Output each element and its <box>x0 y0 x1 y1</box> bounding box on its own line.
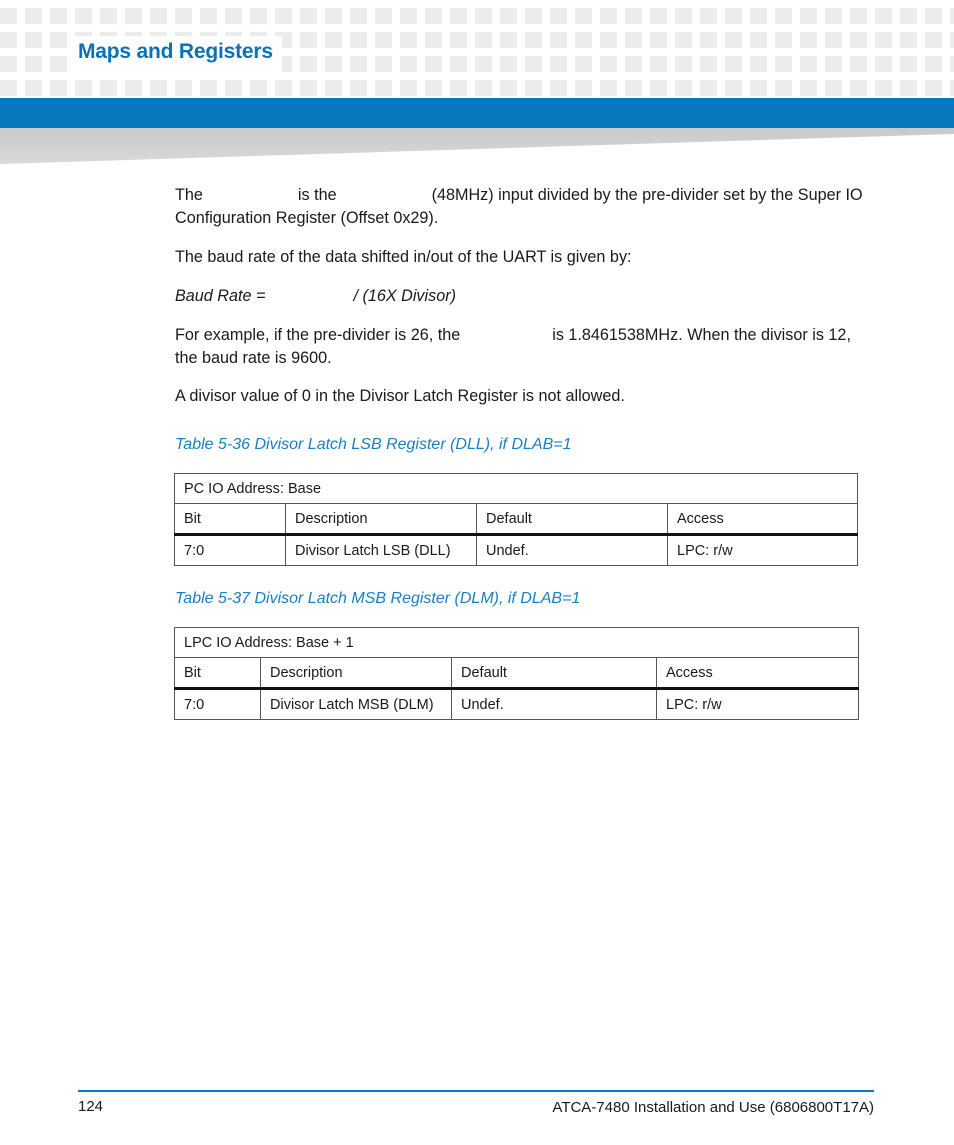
table1-cell-access: LPC: r/w <box>668 535 858 566</box>
table2-header-description: Description <box>261 658 452 689</box>
table2-cell-access: LPC: r/w <box>657 689 859 720</box>
p3-text-a: For example, if the pre-divider is 26, the <box>175 326 461 344</box>
table2-cell-default: Undef. <box>452 689 657 720</box>
table2-cell-bit: 7:0 <box>175 689 261 720</box>
formula-text-b: / (16X Divisor) <box>353 287 456 305</box>
table2-header-bit: Bit <box>175 658 261 689</box>
p1-text-a: The <box>175 186 203 204</box>
table1-header-description: Description <box>286 504 477 535</box>
table1-cell-description: Divisor Latch LSB (DLL) <box>286 535 477 566</box>
table2-header-default: Default <box>452 658 657 689</box>
table1-cell-default: Undef. <box>477 535 668 566</box>
table1-address: PC IO Address: Base <box>175 474 858 504</box>
table1-header-access: Access <box>668 504 858 535</box>
table2-cell-description: Divisor Latch MSB (DLM) <box>261 689 452 720</box>
paragraph-divisor-note <box>175 385 875 408</box>
paragraph-clock-source <box>175 184 875 230</box>
paragraph-example <box>175 324 875 370</box>
p3-text-b: is 1.8461538MHz. When the divisor is 12, the baud rate is 9600. <box>175 326 851 367</box>
table2-header-access: Access <box>657 658 859 689</box>
paragraph-baud-intro <box>175 246 875 269</box>
table-row <box>175 689 859 720</box>
table2-caption: Table 5-37 Divisor Latch MSB Register (DLM), if DLAB=1 <box>175 590 581 607</box>
dll-register-table <box>174 473 858 566</box>
table1-header-bit: Bit <box>175 504 286 535</box>
table-row <box>175 535 858 566</box>
page-number: 124 <box>78 1098 104 1115</box>
header-blue-band <box>0 98 954 128</box>
p2-text: The baud rate of the data shifted in/out of the UART is given by: <box>175 248 632 266</box>
header-grey-wedge <box>0 128 954 164</box>
table2-address: LPC IO Address: Base + 1 <box>175 628 859 658</box>
dlm-register-table <box>174 627 859 720</box>
p4-text: A divisor value of 0 in the Divisor Latch Register is not allowed. <box>175 387 625 405</box>
footer-rule <box>78 1090 874 1092</box>
baud-formula <box>175 285 875 308</box>
document-title: ATCA-7480 Installation and Use (6806800T17A) <box>552 1099 874 1116</box>
table1-cell-bit: 7:0 <box>175 535 286 566</box>
section-title: Maps and Registers <box>78 40 273 63</box>
p1-text-c: (48MHz) input divided by the pre-divider set by the Super IO Configuration Register (Offset 0x29). <box>175 186 863 227</box>
formula-text-a: Baud Rate = <box>175 287 266 305</box>
table1-caption: Table 5-36 Divisor Latch LSB Register (DLL), if DLAB=1 <box>175 436 572 453</box>
table1-header-default: Default <box>477 504 668 535</box>
p1-text-b: is the <box>297 186 337 204</box>
